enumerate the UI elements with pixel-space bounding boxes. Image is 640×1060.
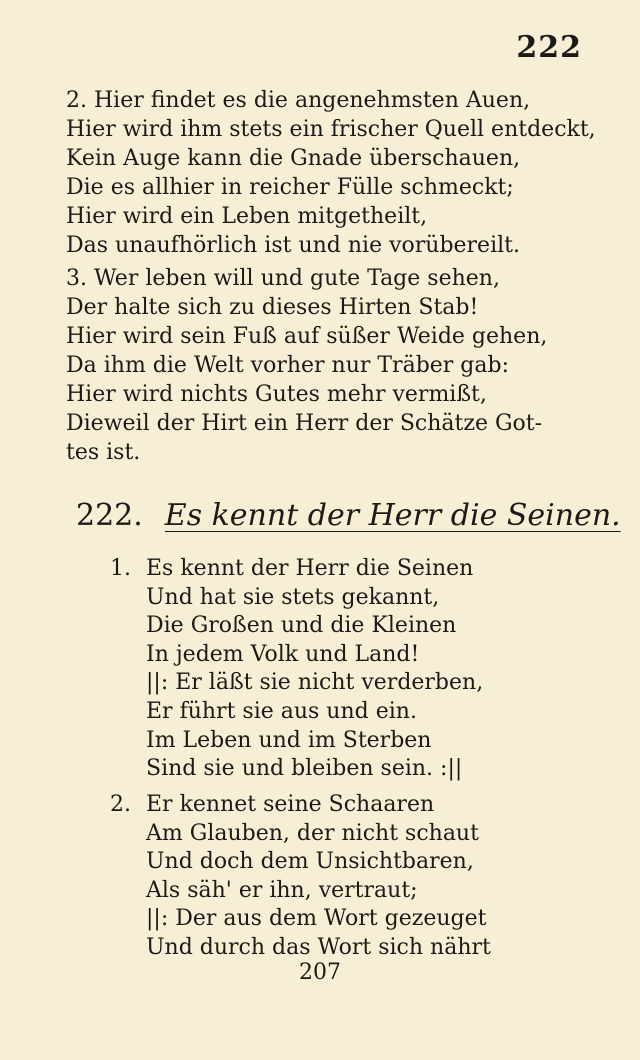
verse-line: Im Leben und im Sterben xyxy=(146,727,432,753)
prev-hymn-stanza-2 xyxy=(66,86,596,260)
verse-line: 2. Hier findet es die angenehmsten Auen, xyxy=(66,88,531,113)
verse-line: Und hat sie stets gekannt, xyxy=(146,584,440,610)
verse-line: Und durch das Wort sich nährt xyxy=(146,934,491,960)
stanza-number: 1. xyxy=(110,556,131,581)
verse-line: Kein Auge kann die Gnade überschauen, xyxy=(66,146,521,171)
verse-line: Am Glauben, der nicht schaut xyxy=(146,820,479,846)
verse-line: ||: Der aus dem Wort gezeuget xyxy=(146,906,487,932)
hymn-stanza-2 xyxy=(110,791,491,963)
verse-line: Der halte sich zu dieses Hirten Stab! xyxy=(66,295,479,320)
hymn-title: Es kennt der Herr die Seinen. xyxy=(164,498,621,533)
verse-line: Da ihm die Welt vorher nur Träber gab: xyxy=(66,353,509,378)
verse-line: Das unaufhörlich ist und nie vorübereilt. xyxy=(66,233,520,258)
hymn-heading xyxy=(76,498,621,533)
verse-line: Er führt sie aus und ein. xyxy=(146,698,417,724)
prev-hymn-stanza-3 xyxy=(66,264,547,467)
verse-line: Hier wird sein Fuß auf süßer Weide gehen, xyxy=(66,324,548,349)
hymn-stanza-1 xyxy=(110,555,484,784)
verse-line: 3. Wer leben will und gute Tage sehen, xyxy=(66,266,500,291)
verse-line: Hier wird ein Leben mitgetheilt, xyxy=(66,204,428,229)
verse-line: Er kennet seine Schaaren xyxy=(146,792,435,817)
verse-line: Als säh' er ihn, vertraut; xyxy=(146,877,418,903)
verse-line: tes ist. xyxy=(66,440,141,465)
verse-line: Dieweil der Hirt ein Herr der Schätze Got- xyxy=(66,411,543,436)
verse-line: Es kennt der Herr die Seinen xyxy=(146,556,474,581)
verse-line: Hier wird nichts Gutes mehr vermißt, xyxy=(66,382,487,407)
verse-line: Die es allhier in reicher Fülle schmeckt; xyxy=(66,175,514,200)
verse-line: Die Großen und die Kleinen xyxy=(146,613,457,639)
verse-line: ||: Er läßt sie nicht verderben, xyxy=(146,670,484,696)
verse-line: Sind sie und bleiben sein. :|| xyxy=(146,756,463,782)
hymn-number: 222. xyxy=(76,498,143,533)
stanza-number: 2. xyxy=(110,792,131,817)
page-number: 207 xyxy=(299,960,341,985)
verse-line: In jedem Volk und Land! xyxy=(146,641,420,667)
verse-line: Und doch dem Unsichtbaren, xyxy=(146,849,474,875)
verse-line: Hier wird ihm stets ein frischer Quell entdeckt, xyxy=(66,117,596,142)
running-hymn-number: 222 xyxy=(516,30,582,65)
